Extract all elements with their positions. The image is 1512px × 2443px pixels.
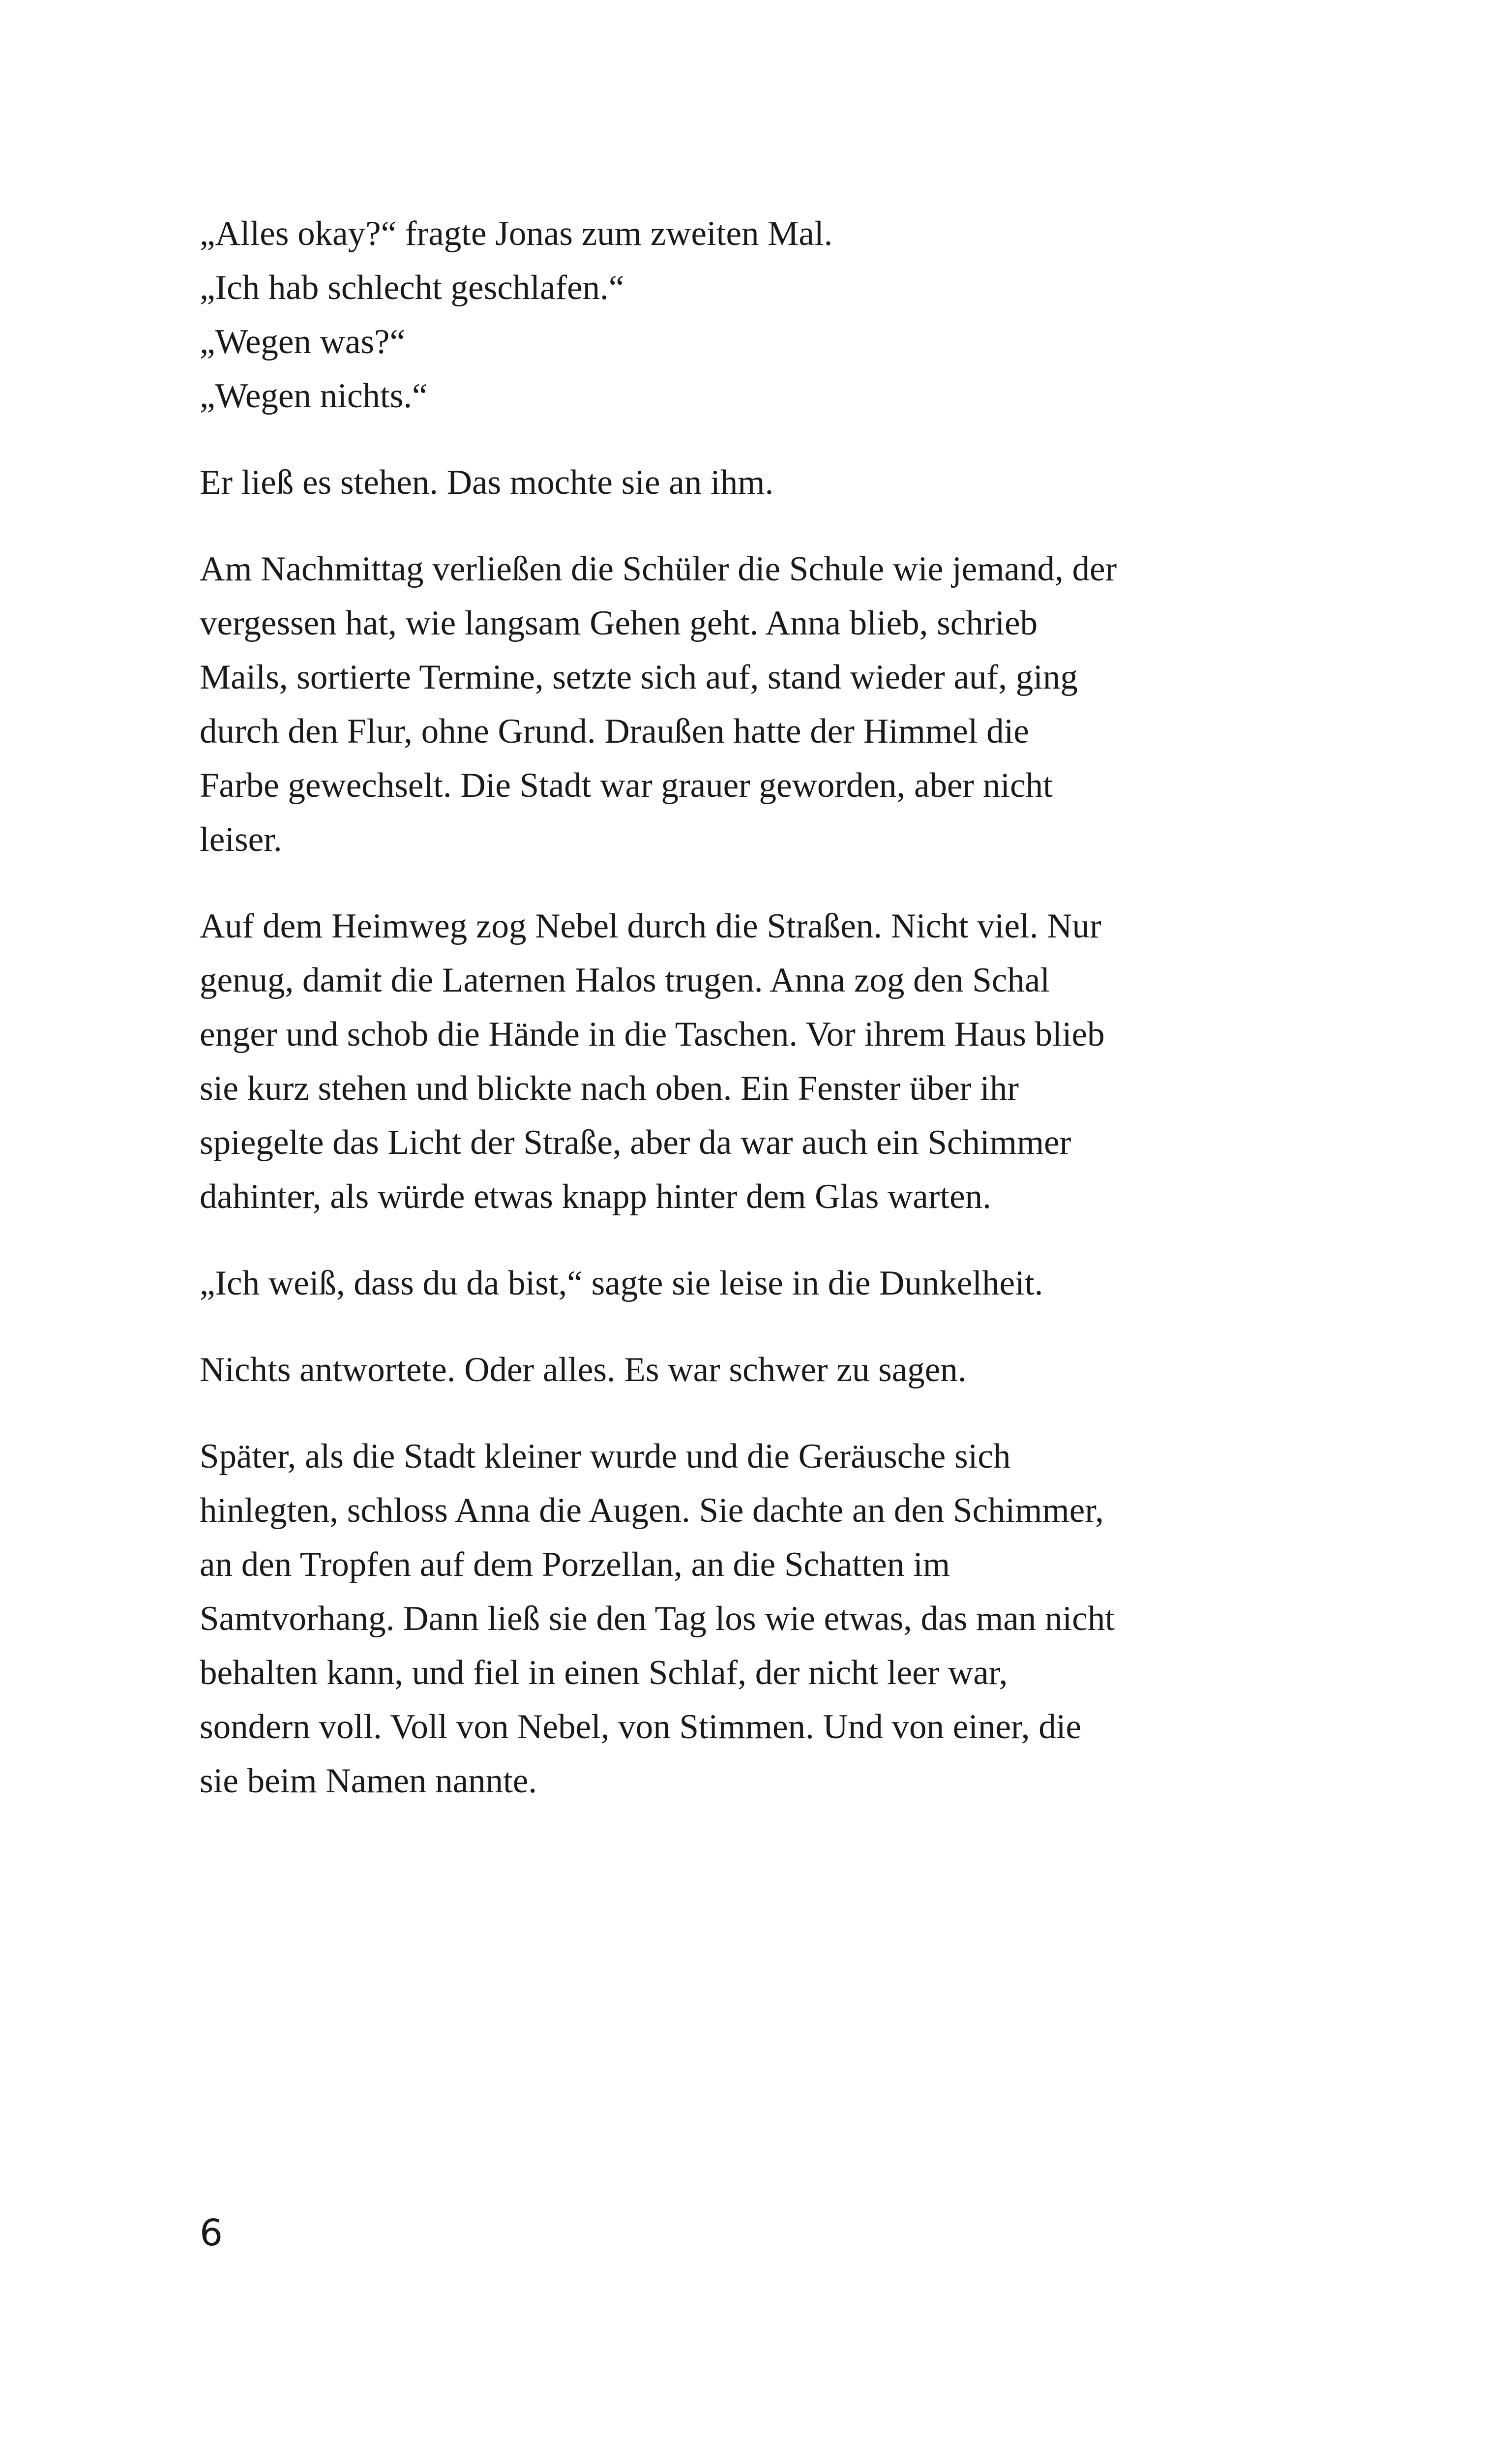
- paragraph-line: hinlegten, schloss Anna die Augen. Sie dachte an den Schimmer,: [200, 1491, 1104, 1530]
- page-number: 6: [200, 2212, 223, 2254]
- paragraph-line: Später, als die Stadt kleiner wurde und die Geräusche sich: [200, 1437, 1011, 1476]
- paragraph-line: sie beim Namen nannte.: [200, 1762, 537, 1800]
- dialogue-line: „Wegen was?“: [200, 323, 406, 361]
- paragraph: [200, 1429, 1301, 1808]
- paragraph-line: Er ließ es stehen. Das mochte sie an ihm.: [200, 463, 774, 502]
- paragraph: [200, 1256, 1301, 1310]
- dialogue-line: „Wegen nichts.“: [200, 377, 428, 415]
- paragraph-line: Auf dem Heimweg zog Nebel durch die Straßen. Nicht viel. Nur: [200, 907, 1101, 945]
- paragraph-line: an den Tropfen auf dem Porzellan, an die Schatten im: [200, 1545, 950, 1584]
- dialogue-line: „Alles okay?“ fragte Jonas zum zweiten Mal.: [200, 214, 833, 253]
- paragraph-line: „Ich weiß, dass du da bist,“ sagte sie leise in die Dunkelheit.: [200, 1264, 1043, 1302]
- paragraph-line: behalten kann, und fiel in einen Schlaf, der nicht leer war,: [200, 1654, 1008, 1692]
- paragraph: [200, 455, 1301, 510]
- paragraph-line: spiegelte das Licht der Straße, aber da war auch ein Schimmer: [200, 1123, 1071, 1162]
- paragraph-line: Mails, sortierte Termine, setzte sich auf, stand wieder auf, ging: [200, 658, 1078, 696]
- paragraph-line: Farbe gewechselt. Die Stadt war grauer geworden, aber nicht: [200, 766, 1053, 805]
- paragraph-line: vergessen hat, wie langsam Gehen geht. Anna blieb, schrieb: [200, 604, 1038, 642]
- paragraph: [200, 542, 1301, 867]
- paragraph: [200, 1343, 1301, 1397]
- paragraph-line: genug, damit die Laternen Halos trugen. Anna zog den Schal: [200, 961, 1050, 999]
- paragraph-line: enger und schob die Hände in die Taschen. Vor ihrem Haus blieb: [200, 1015, 1105, 1054]
- paragraph-line: sondern voll. Voll von Nebel, von Stimmen. Und von einer, die: [200, 1708, 1082, 1746]
- paragraph-line: durch den Flur, ohne Grund. Draußen hatte der Himmel die: [200, 712, 1029, 751]
- body-text: [200, 207, 1301, 1840]
- paragraph-line: dahinter, als würde etwas knapp hinter dem Glas warten.: [200, 1177, 991, 1216]
- paragraph-line: Samtvorhang. Dann ließ sie den Tag los wie etwas, das man nicht: [200, 1599, 1115, 1638]
- dialogue-line: „Ich hab schlecht geschlafen.“: [200, 269, 624, 307]
- paragraph: [200, 899, 1301, 1224]
- paragraph-line: leiser.: [200, 820, 282, 859]
- paragraph-line: Am Nachmittag verließen die Schüler die Schule wie jemand, der: [200, 550, 1117, 588]
- paragraph-line: sie kurz stehen und blickte nach oben. Ein Fenster über ihr: [200, 1069, 1019, 1108]
- dialogue-block: [200, 207, 1301, 423]
- paragraph-line: Nichts antwortete. Oder alles. Es war schwer zu sagen.: [200, 1351, 967, 1389]
